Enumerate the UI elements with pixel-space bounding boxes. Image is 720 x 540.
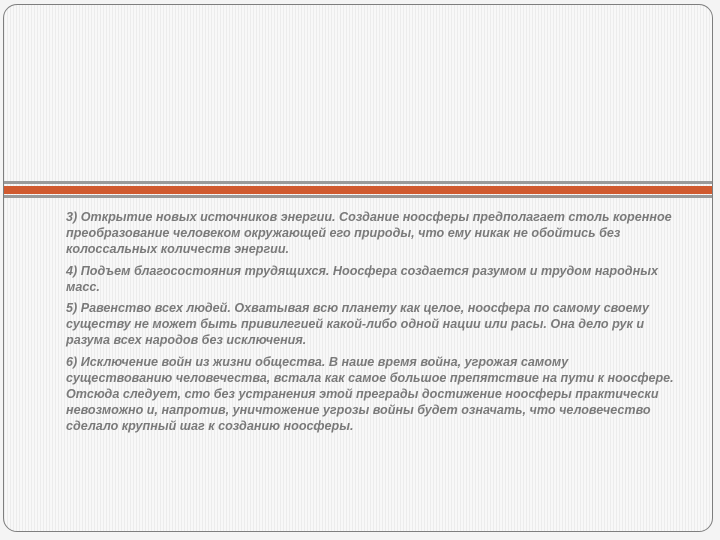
divider-line-bottom [4, 195, 712, 198]
divider-accent-line [4, 186, 712, 194]
slide-body-text [66, 209, 676, 440]
paragraph-equality: 5) Равенство всех людей. Охватывая всю планету как целое, ноосфера по самому своему существу не может быть привилегией какой-либо одной нации или расы. Она дело рук и разума всех народов без исключения. [66, 301, 649, 348]
paragraph-energy: 3) Открытие новых источников энергии. Создание ноосферы предполагает столь коренное преобразование человеком окружающей его природы, что ему никак не обойтись без колоссальных количеств энергии. [66, 210, 672, 257]
divider-line-top [4, 181, 712, 184]
paragraph-no-war: 6) Исключение войн из жизни общества. В наше время война, угрожая самому существованию человечества, встала как самое большое препятствие на пути к ноосфере. Отсюда следует, сто без устранения этой преграды достижение ноосферы практически невозможно и, напротив, уничтожение угрозы войны будет означать, что человечество сделало крупный шаг к созданию ноосферы. [66, 354, 674, 434]
title-divider-band [4, 181, 712, 205]
paragraph-welfare: 4) Подъем благосостояния трудящихся. Ноосфера создается разумом и трудом народных масс. [66, 263, 658, 294]
slide [3, 4, 713, 532]
